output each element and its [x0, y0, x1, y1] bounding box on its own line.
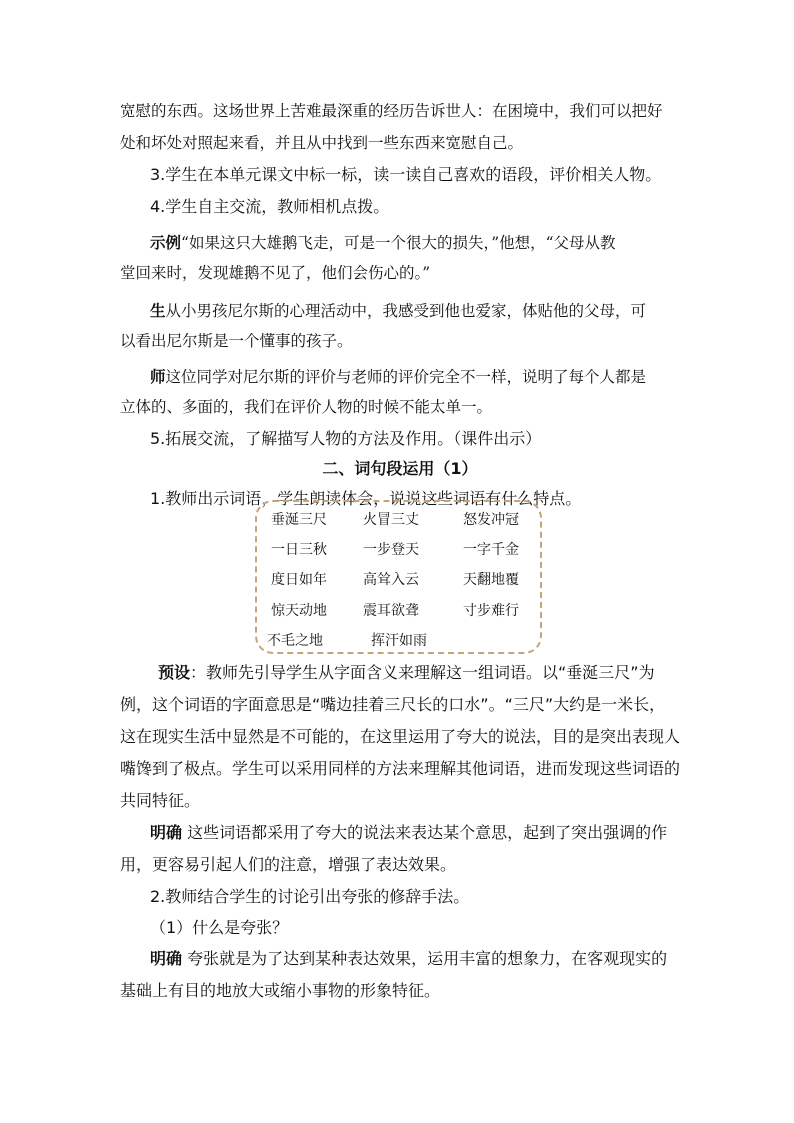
idiom-word: 震耳欲聋: [363, 603, 419, 619]
section-heading: 二、词句段运用（1）: [322, 459, 478, 478]
preset-line-2: 例，这个词语的字面意思是“嘴边挂着三尺长的口水”。“三尺”大约是一米长，: [120, 695, 666, 714]
idiom-word: 垂涎三尺: [271, 512, 327, 528]
teacher-label: 师: [150, 367, 166, 386]
idiom-word: 寸步难行: [463, 603, 519, 619]
preset-line-1: [158, 658, 680, 688]
clarify-text: 夸张就是为了达到某种表达效果，运用丰富的想象力，在客观现实的: [187, 949, 668, 968]
item-1: 1.教师出示词语，学生朗读体会，说说这些词语有什么特点。: [150, 489, 582, 508]
clarify-label: 明确: [150, 823, 183, 842]
idiom-word-box: [255, 500, 542, 654]
item-3: 3.学生在本单元课文中标一标，读一读自己喜欢的语段，评价相关人物。: [150, 165, 662, 184]
student-line-1: [150, 296, 680, 326]
student-label: 生: [150, 301, 166, 320]
teacher-line-1: [150, 362, 680, 392]
teacher-text: 这位同学对尼尔斯的评价与老师的评价完全不一样，说明了每个人都是: [165, 368, 647, 386]
item-5: 5.拓展交流，了解描写人物的方法及作用。（课件出示）: [150, 429, 542, 448]
idiom-word: 天翻地覆: [463, 572, 519, 588]
clarify-label: 明确: [150, 949, 183, 968]
idiom-word: 一步登天: [363, 542, 419, 558]
clarify-2-line-1: [150, 944, 680, 974]
clarify-text: 这些词语都采用了夸大的说法来表达某个意思，起到了突出强调的作: [187, 823, 668, 842]
clarify-2-line-2: 基础上有目的地放大或缩小事物的形象特征。: [120, 981, 441, 1000]
student-text: 从小男孩尼尔斯的心理活动中，我感受到他也爱家，体贴他的父母，可: [165, 302, 647, 320]
preset-line-4: 嘴馋到了极点。学生可以采用同样的方法来理解其他词语，进而发现这些词语的: [120, 759, 680, 778]
example-line-2: 堂回来时，发现雄鹅不见了，他们会伤心的。”: [120, 264, 431, 282]
example-line-1: [150, 228, 680, 258]
idiom-word: 高耸入云: [363, 572, 419, 588]
clarify-1-line-1: [150, 818, 680, 848]
student-line-2: 以看出尼尔斯是一个懂事的孩子。: [120, 332, 353, 350]
item-4: 4.学生自主交流，教师相机点拨。: [150, 197, 390, 216]
preset-line-5: 共同特征。: [120, 791, 201, 810]
preset-line-3: 这在现实生活中显然是不可能的，在这里运用了夸大的说法，目的是突出表现人: [120, 727, 680, 746]
question-1: （1）什么是夸张？: [150, 918, 289, 937]
idiom-word: 火冒三丈: [363, 512, 419, 528]
idiom-word: 一日三秋: [271, 542, 327, 558]
idiom-word: 惊天动地: [271, 603, 327, 619]
idiom-word: 一字千金: [463, 542, 519, 558]
paragraph-line: 处和坏处对照起来看，并且从中找到一些东西来宽慰自己。: [120, 134, 524, 152]
preset-label: 预设: [158, 663, 191, 682]
idiom-word: 怒发冲冠: [463, 512, 519, 528]
idiom-word: 挥汗如雨: [371, 633, 427, 649]
preset-text: ：教师先引导学生从字面含义来理解这一组词语。以“垂涎三尺”为: [190, 663, 655, 682]
paragraph-line: 宽慰的东西。这场世界上苦难最深重的经历告诉世人：在困境中，我们可以把好: [120, 102, 663, 120]
idiom-word: 度日如年: [271, 572, 327, 588]
idiom-word: 不毛之地: [267, 633, 323, 649]
teacher-line-2: 立体的、多面的，我们在评价人物的时候不能太单一。: [120, 398, 493, 416]
item-2: 2.教师结合学生的讨论引出夸张的修辞手法。: [150, 887, 470, 906]
example-label: 示例: [150, 233, 182, 252]
example-text: “如果这只大雄鹅飞走，可是一个很大的损失，”他想，“父母从教: [181, 234, 616, 252]
clarify-1-line-2: 用，更容易引起人们的注意，增强了表达效果。: [120, 855, 457, 874]
